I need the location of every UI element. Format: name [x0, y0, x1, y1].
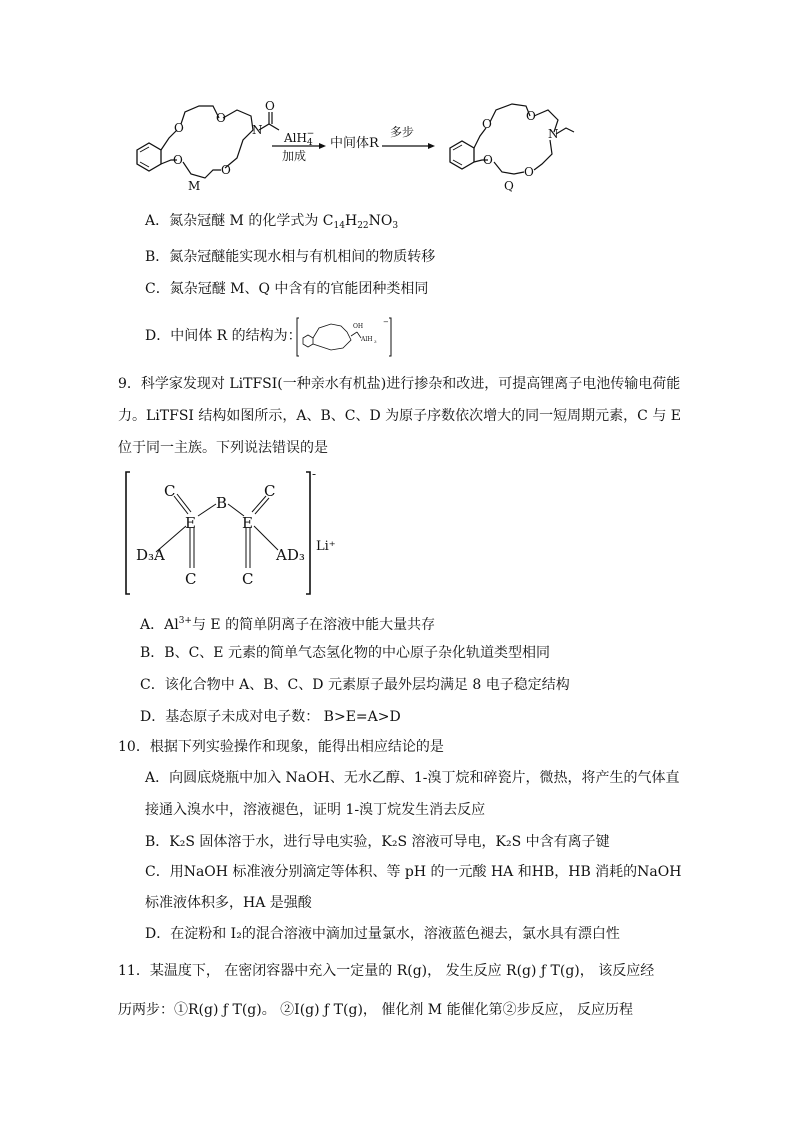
q10-option-C-line2: 标准液体积多，HA 是强酸: [145, 895, 312, 911]
group-AD3: AD₃: [276, 546, 305, 564]
litfsi-structure: [122, 467, 336, 598]
atom-O: O: [265, 99, 275, 113]
multi-step-label: 多步: [390, 125, 415, 139]
atom-C: C: [264, 482, 276, 500]
crown-ether-Q-structure: [438, 98, 588, 193]
arrow-2: [380, 141, 438, 151]
q11-stem-line2: 历两步：①R(g) ƒ T(g)。 ②I(g) ƒ T(g)， 催化剂 M 能催化第②步反应， 反应历程: [118, 1002, 634, 1018]
q8-option-C: C．氮杂冠醚 M、Q 中含有的官能团种类相同: [145, 281, 429, 297]
atom-N: N: [252, 123, 263, 137]
q9-option-B: B．B、C、E 元素的简单气态氢化物的中心原子杂化轨道类型相同: [140, 645, 550, 661]
atom-O: O: [221, 163, 231, 177]
q9-option-C: C．该化合物中 A、B、C、D 元素原子最外层均满足 8 电子稳定结构: [140, 677, 570, 693]
atom-O: O: [483, 153, 493, 167]
svg-text:−: −: [383, 318, 389, 326]
alh3-label: AlH: [361, 336, 373, 343]
atom-C: C: [185, 570, 197, 588]
q9-stem-line1: 9．科学家发现对 LiTFSI(一种亲水有机盐)进行掺杂和改进，可提高锂离子电池传输电荷能: [118, 376, 681, 392]
lithium-cation: Li⁺: [316, 539, 336, 554]
svg-text:3: 3: [374, 339, 377, 344]
q9-option-A: A．$Al^{3+}$与 E 的简单阴离子在溶液中能大量共存: [140, 616, 436, 633]
q10-stem: 10．根据下列实验操作和现象，能得出相应结论的是: [118, 739, 444, 755]
group-D3A: D₃A: [136, 546, 165, 564]
intermediate-R-structure: [295, 316, 395, 358]
reagent-alh4: AlH$_4$−: [284, 129, 315, 148]
atom-C: C: [164, 482, 176, 500]
q10-option-B: B．K₂S 固体溶于水，进行导电实验，K₂S 溶液可导电，K₂S 中含有离子键: [145, 834, 610, 850]
svg-text:OH: OH: [353, 323, 364, 330]
atom-O: O: [216, 111, 226, 125]
label-Q: Q: [504, 179, 514, 193]
atom-O: O: [524, 165, 534, 179]
atom-O: O: [174, 121, 184, 135]
q9-option-D: D．基态原子未成对电子数： B>E=A>D: [140, 709, 401, 725]
reagent-addition: 加成: [282, 149, 307, 163]
q10-option-D: D．在淀粉和 I₂的混合溶液中滴加过量氯水，溶液蓝色褪去，氯水具有漂白性: [145, 926, 620, 942]
q8-option-B: B．氮杂冠醚能实现水相与有机相间的物质转移: [145, 249, 436, 265]
q11-stem-line1: 11．某温度下， 在密闭容器中充入一定量的 R(g)， 发生反应 R(g) ƒ T(g)， 该反应经: [118, 963, 655, 979]
q9-stem-line3: 位于同一主族。下列说法错误的是: [118, 440, 328, 456]
atom-O: O: [526, 109, 536, 123]
q10-option-A-line1: A．向圆底烧瓶中加入 NaOH、无水乙醇、1-溴丁烷和碎瓷片，微热，将产生的气体直: [145, 770, 680, 786]
anion-charge: -: [312, 467, 317, 481]
intermediate-R-label: 中间体R: [330, 136, 379, 151]
atom-B: B: [216, 494, 228, 512]
atom-O: O: [482, 117, 492, 131]
q8-option-D: D．中间体 R 的结构为：: [145, 328, 302, 344]
q8-option-A: A．氮杂冠醚 M 的化学式为 $C_{14}H_{22}NO_3$: [145, 213, 399, 231]
q9-stem-line2: 力。LiTFSI 结构如图所示，A、B、C、D 为原子序数依次增大的同一短周期元素，C 与 E: [118, 408, 682, 424]
atom-E: E: [242, 514, 253, 532]
atom-E: E: [185, 514, 196, 532]
atom-N: N: [548, 127, 559, 141]
q10-option-C-line1: C．用NaOH 标准液分别滴定等体积、等 pH 的一元酸 HA 和HB，HB 消耗的NaOH: [145, 864, 682, 880]
atom-O: O: [173, 153, 183, 167]
q10-option-A-line2: 接通入溴水中，溶液褪色，证明 1-溴丁烷发生消去反应: [145, 802, 486, 818]
atom-C: C: [242, 570, 254, 588]
label-M: M: [188, 179, 201, 193]
